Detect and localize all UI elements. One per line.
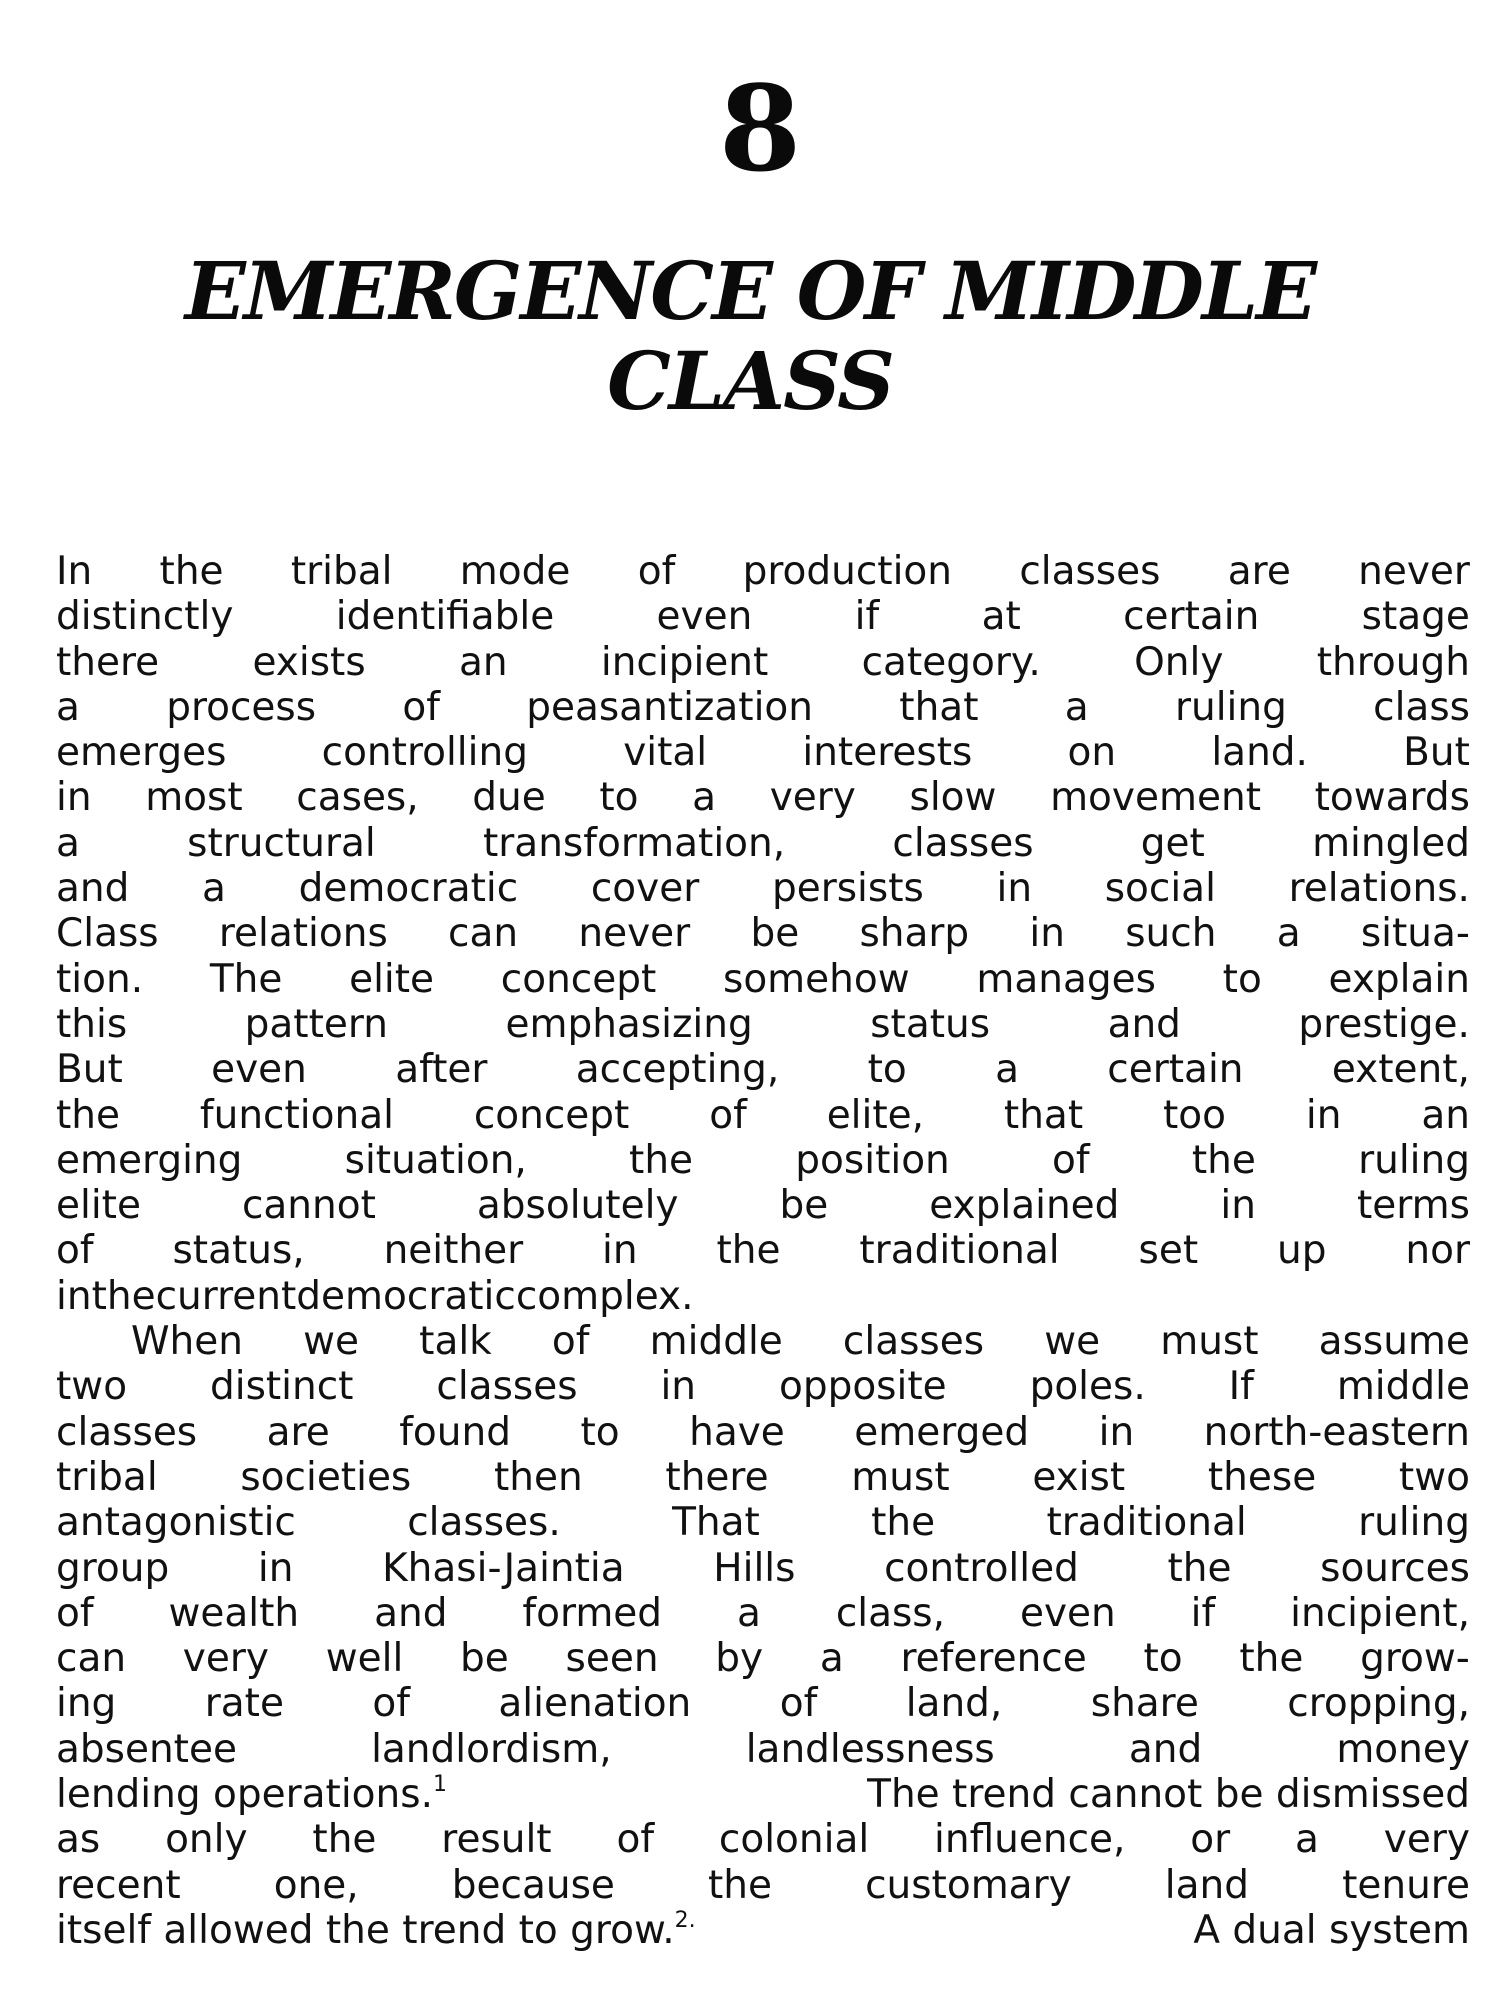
- word: very: [769, 775, 856, 821]
- word: emerges: [56, 730, 227, 776]
- word: to: [1222, 956, 1262, 1002]
- word: in: [257, 1545, 294, 1591]
- word: production: [742, 549, 953, 594]
- word: manages: [976, 956, 1156, 1002]
- word: in: [1220, 1183, 1256, 1229]
- text-line: [56, 1863, 1470, 1908]
- word: very: [1383, 1817, 1470, 1863]
- word: the: [1239, 1636, 1304, 1682]
- word: land: [1164, 1862, 1249, 1908]
- word: share: [1090, 1681, 1199, 1727]
- text-line: [56, 1546, 1470, 1591]
- word: in: [996, 866, 1033, 912]
- word: get: [1140, 820, 1205, 866]
- word: cannot: [241, 1183, 376, 1229]
- word: and: [374, 1590, 448, 1636]
- word: If: [1228, 1364, 1254, 1410]
- text-line: [56, 1183, 1470, 1228]
- word: extent,: [1331, 1047, 1470, 1093]
- word: tribal: [290, 549, 393, 594]
- word: through: [1316, 639, 1470, 685]
- word: relations: [218, 911, 388, 957]
- text-line: [56, 549, 1470, 594]
- word: neither: [383, 1228, 524, 1274]
- word: terms: [1356, 1183, 1470, 1229]
- word: due: [472, 775, 546, 821]
- word: such: [1125, 911, 1217, 957]
- word: the: [56, 1092, 121, 1138]
- word: vital: [623, 730, 708, 776]
- word: structural: [187, 820, 376, 866]
- word: movement: [1050, 775, 1261, 821]
- text-line: [56, 911, 1470, 956]
- word: group: [56, 1545, 170, 1591]
- word: a: [1064, 684, 1089, 730]
- word: an: [458, 639, 508, 685]
- word: stage: [1361, 594, 1470, 640]
- word: identifiable: [335, 594, 555, 640]
- text-line: [56, 640, 1470, 685]
- word: rate: [204, 1681, 284, 1727]
- word: a: [995, 1047, 1019, 1093]
- word: landlessness: [745, 1726, 995, 1772]
- word: must: [851, 1454, 950, 1500]
- word: these: [1207, 1454, 1317, 1500]
- word: never: [578, 911, 691, 957]
- word: societies: [240, 1454, 412, 1500]
- word: in: [602, 1228, 638, 1274]
- word: as: [56, 1817, 101, 1863]
- text-line: [56, 1817, 1470, 1862]
- word: assume: [1318, 1319, 1470, 1365]
- word: alienation: [498, 1681, 692, 1727]
- word: functional: [199, 1092, 394, 1138]
- word: a: [819, 1636, 844, 1682]
- word: democratic: [298, 866, 519, 912]
- word: elite,: [826, 1092, 925, 1138]
- word: the: [716, 1228, 781, 1274]
- word: opposite: [778, 1364, 947, 1410]
- word: prestige.: [1298, 1001, 1470, 1047]
- word: elite: [56, 1183, 141, 1229]
- word: status,: [172, 1228, 305, 1274]
- word: seen: [565, 1636, 659, 1682]
- word: and: [1107, 1001, 1181, 1047]
- word: in: [56, 1273, 92, 1319]
- word: be: [750, 911, 800, 957]
- word: interests: [802, 730, 973, 776]
- text-line: [56, 685, 1470, 730]
- word: elite: [349, 956, 435, 1002]
- text-line: [56, 866, 1470, 911]
- text-line-words: itself allowed the trend to grow.: [56, 1907, 675, 1953]
- word: to: [580, 1409, 620, 1455]
- word: colonial: [718, 1817, 870, 1863]
- word: process: [166, 684, 317, 730]
- text-line: [56, 1455, 1470, 1500]
- word: after: [395, 1047, 488, 1093]
- word: absentee: [56, 1726, 237, 1772]
- word: classes: [56, 1409, 198, 1455]
- word: middle: [1336, 1364, 1470, 1410]
- text-line: [56, 1364, 1470, 1409]
- word: the: [1167, 1545, 1232, 1591]
- text-line: [56, 594, 1470, 639]
- word: accepting,: [575, 1047, 780, 1093]
- word: can: [448, 911, 519, 957]
- word: persists: [771, 866, 924, 912]
- word: one,: [273, 1862, 359, 1908]
- text-line: [56, 1500, 1470, 1545]
- word: in: [56, 775, 92, 821]
- word: social: [1104, 866, 1216, 912]
- text-line: [56, 957, 1470, 1002]
- text-line: [56, 1047, 1470, 1092]
- word: there: [665, 1454, 769, 1500]
- word: controlled: [884, 1545, 1079, 1591]
- word: somehow: [723, 956, 910, 1002]
- word: poles.: [1029, 1364, 1146, 1410]
- word: absolutely: [476, 1183, 679, 1229]
- word: tion.: [56, 956, 144, 1002]
- text-line: [56, 1138, 1470, 1183]
- chapter-title-line-2: CLASS: [607, 334, 893, 428]
- word: In: [56, 549, 93, 594]
- word: controlling: [321, 730, 528, 776]
- word: classes: [842, 1319, 985, 1365]
- word: too: [1163, 1092, 1227, 1138]
- word: The: [209, 956, 283, 1002]
- word: of: [616, 1817, 655, 1863]
- word: exist: [1032, 1454, 1126, 1500]
- word: situa-: [1360, 911, 1470, 957]
- word: of: [709, 1092, 747, 1138]
- text-line-words: lending operations.: [56, 1772, 433, 1818]
- word: in: [1305, 1092, 1342, 1138]
- word: a: [692, 775, 717, 821]
- word: tenure: [1342, 1862, 1470, 1908]
- word: a: [56, 820, 80, 866]
- word: class: [1373, 684, 1470, 730]
- word: two: [56, 1364, 128, 1410]
- word: at: [981, 594, 1021, 640]
- word: are: [266, 1409, 330, 1455]
- word: incipient,: [1290, 1590, 1470, 1636]
- text-line: [56, 821, 1470, 866]
- word: a: [1276, 911, 1301, 957]
- word: are: [1227, 549, 1291, 594]
- word: slow: [909, 775, 997, 821]
- text-line: [56, 1228, 1470, 1273]
- body-text: [56, 549, 1470, 1953]
- word: be: [779, 1183, 829, 1229]
- word: we: [303, 1319, 360, 1365]
- word: the: [871, 1500, 936, 1546]
- word: of: [1052, 1137, 1090, 1183]
- word: the: [91, 1273, 156, 1319]
- word: of: [56, 1228, 94, 1274]
- word: the: [159, 549, 224, 594]
- word: category.: [861, 639, 1041, 685]
- text-line: [56, 1681, 1470, 1726]
- word: of: [56, 1590, 94, 1636]
- text-line-lead: [56, 1908, 696, 1953]
- word: emerging: [56, 1137, 243, 1183]
- word: emerged: [854, 1409, 1030, 1455]
- word: there: [56, 639, 160, 685]
- word: that: [1003, 1092, 1084, 1138]
- word: money: [1336, 1726, 1470, 1772]
- footnote-ref-2: 2.: [674, 1907, 696, 1933]
- word: recent: [56, 1862, 181, 1908]
- word: well: [325, 1636, 404, 1682]
- chapter-title-line-1: EMERGENCE OF MIDDLE: [184, 244, 1316, 338]
- word: towards: [1314, 775, 1470, 821]
- word: of: [551, 1319, 590, 1365]
- word: relations.: [1288, 866, 1470, 912]
- text-line: [56, 1319, 1470, 1364]
- word: the: [1191, 1137, 1256, 1183]
- word: talk: [419, 1319, 492, 1365]
- word: of: [402, 684, 440, 730]
- word: if: [1190, 1590, 1216, 1636]
- word: the: [312, 1817, 377, 1863]
- word: of: [779, 1681, 818, 1727]
- word: and: [56, 866, 130, 912]
- word: by: [715, 1636, 764, 1682]
- word: formed: [522, 1590, 663, 1636]
- word: position: [795, 1137, 950, 1183]
- word: in: [660, 1364, 697, 1410]
- word: and: [1128, 1726, 1203, 1772]
- word: status: [870, 1001, 991, 1047]
- word: ruling: [1358, 1500, 1470, 1546]
- word: situation,: [344, 1137, 527, 1183]
- word: a: [56, 684, 80, 730]
- word: grow-: [1360, 1636, 1470, 1682]
- word: pattern: [244, 1001, 388, 1047]
- word: wealth: [168, 1590, 300, 1636]
- word: landlordism,: [371, 1726, 612, 1772]
- word: exists: [252, 639, 366, 685]
- word: never: [1358, 549, 1470, 594]
- word: land.: [1211, 730, 1308, 776]
- word: up: [1277, 1228, 1327, 1274]
- word: be: [460, 1636, 509, 1682]
- footnote-ref-1: 1: [432, 1772, 447, 1798]
- paragraph-1: [56, 549, 1470, 1319]
- text-line-tail: A dual system: [1193, 1907, 1470, 1953]
- word: customary: [865, 1862, 1072, 1908]
- word: nor: [1405, 1228, 1470, 1274]
- word: if: [854, 594, 880, 640]
- word: of: [372, 1681, 410, 1727]
- word: influence,: [934, 1817, 1126, 1863]
- word: found: [399, 1409, 511, 1455]
- word: or: [1190, 1817, 1231, 1863]
- word: tribal: [56, 1454, 158, 1500]
- word: Only: [1134, 639, 1224, 685]
- word: reference: [900, 1636, 1087, 1682]
- word: That: [672, 1500, 760, 1546]
- word: of: [637, 549, 676, 594]
- word: only: [165, 1817, 248, 1863]
- word: distinct: [209, 1364, 354, 1410]
- word: classes: [892, 820, 1034, 866]
- word: mingled: [1312, 820, 1470, 866]
- word: current: [155, 1273, 297, 1319]
- word: distinctly: [56, 594, 234, 640]
- word: classes.: [407, 1500, 561, 1546]
- word: two: [1398, 1454, 1470, 1500]
- word: result: [441, 1817, 552, 1863]
- word: in: [1029, 911, 1065, 957]
- word: transformation,: [482, 820, 786, 866]
- word: When: [131, 1319, 243, 1365]
- text-line: [56, 1727, 1470, 1772]
- word: peasantization: [526, 684, 814, 730]
- word: to: [599, 775, 639, 821]
- word: the: [707, 1862, 772, 1908]
- word: incipient: [600, 639, 769, 685]
- word: even: [656, 594, 753, 640]
- word: classes: [1019, 549, 1161, 594]
- word: complex.: [515, 1273, 694, 1319]
- text-line-lead: [56, 1772, 447, 1817]
- text-line: [56, 1772, 1470, 1817]
- word: because: [451, 1862, 615, 1908]
- text-line: [56, 1591, 1470, 1636]
- word: an: [1421, 1092, 1470, 1138]
- word: then: [493, 1454, 583, 1500]
- word: ing: [56, 1681, 117, 1727]
- word: ruling: [1174, 684, 1287, 730]
- text-line: [56, 775, 1470, 820]
- word: Khasi-Jaintia: [382, 1545, 625, 1591]
- paragraph-2: [56, 1319, 1470, 1953]
- word: this: [56, 1001, 128, 1047]
- text-line: [56, 1636, 1470, 1681]
- word: even: [1019, 1590, 1116, 1636]
- text-line-tail: The trend cannot be dismissed: [867, 1772, 1470, 1818]
- word: classes: [436, 1364, 578, 1410]
- word: concept: [473, 1092, 630, 1138]
- text-line: [56, 1274, 1470, 1319]
- word: a: [736, 1590, 761, 1636]
- word: that: [899, 684, 979, 730]
- word: democratic: [296, 1273, 516, 1319]
- word: certain: [1107, 1047, 1244, 1093]
- word: explain: [1328, 956, 1470, 1002]
- word: a: [202, 866, 226, 912]
- word: But: [1403, 730, 1470, 776]
- word: in: [1098, 1409, 1135, 1455]
- text-line: [56, 1410, 1470, 1455]
- word: set: [1138, 1228, 1199, 1274]
- word: land,: [905, 1681, 1003, 1727]
- word: even: [211, 1047, 307, 1093]
- word: on: [1067, 730, 1117, 776]
- word: sources: [1320, 1545, 1470, 1591]
- word: explained: [929, 1183, 1120, 1229]
- chapter-number: 8: [718, 59, 802, 198]
- word: But: [56, 1047, 123, 1093]
- word: sharp: [859, 911, 970, 957]
- word: middle: [649, 1319, 783, 1365]
- word: Class: [56, 911, 159, 957]
- word: class,: [835, 1590, 946, 1636]
- word: must: [1160, 1319, 1259, 1365]
- text-line: [56, 1093, 1470, 1138]
- word: Hills: [713, 1545, 796, 1591]
- word: we: [1044, 1319, 1101, 1365]
- word: cropping,: [1287, 1681, 1470, 1727]
- word: north-eastern: [1203, 1409, 1470, 1455]
- word: most: [145, 775, 243, 821]
- word: can: [56, 1636, 127, 1682]
- chapter-title: [100, 246, 1400, 426]
- word: antagonistic: [56, 1500, 296, 1546]
- word: emphasizing: [505, 1001, 753, 1047]
- word: traditional: [1046, 1500, 1247, 1546]
- word: very: [182, 1636, 269, 1682]
- word: a: [1295, 1817, 1319, 1863]
- text-line: [56, 1002, 1470, 1047]
- text-line: [56, 730, 1470, 775]
- word: cover: [590, 866, 700, 912]
- word: have: [689, 1409, 785, 1455]
- word: traditional: [859, 1228, 1060, 1274]
- word: the: [629, 1137, 694, 1183]
- word: mode: [459, 549, 571, 594]
- word: certain: [1123, 594, 1260, 640]
- word: to: [1143, 1636, 1183, 1682]
- word: to: [867, 1047, 907, 1093]
- word: concept: [500, 956, 657, 1002]
- word: ruling: [1358, 1137, 1470, 1183]
- text-line: [56, 1908, 1470, 1953]
- word: cases,: [296, 775, 419, 821]
